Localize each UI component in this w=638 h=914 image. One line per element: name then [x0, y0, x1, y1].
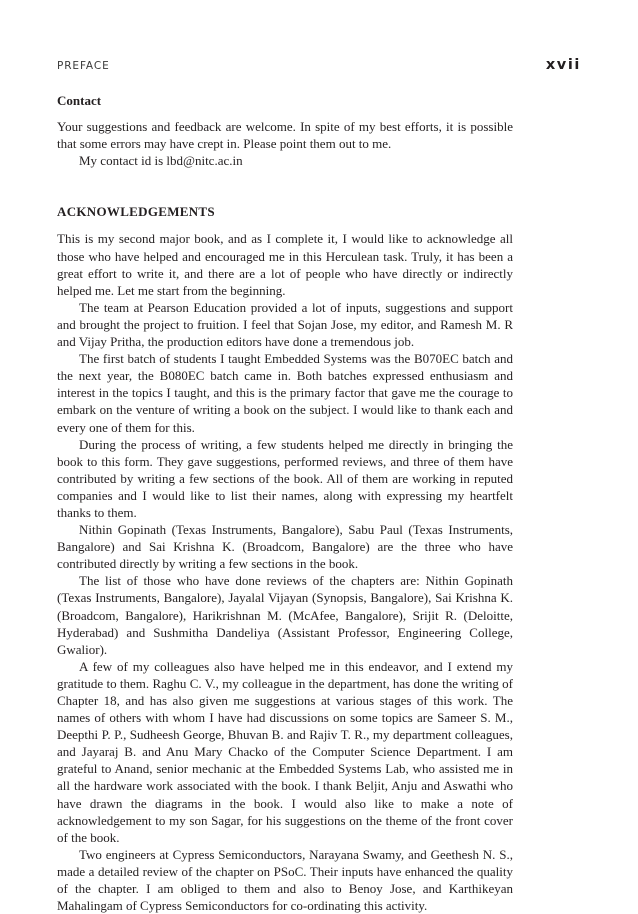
ack-paragraph: The first batch of students I taught Embedded Systems was the B070EC batch and the next year, the B080EC batch came in. Both batches expressed enthusiasm and interest in the topics I taught, and this is the primary factor that gave me the courage to embark on the venture of writing a book on the subject. I would like to thank each and every one of them for this. — [57, 351, 513, 435]
acknowledgements-heading: ACKNOWLEDGEMENTS — [57, 204, 215, 220]
ack-paragraph: The team at Pearson Education provided a lot of inputs, suggestions and support and brought the project to fruition. I feel that Sojan Jose, my editor, and Ramesh M. R and Vijay Pritha, the production editors have done a tremendous job. — [57, 299, 513, 350]
page-number: xvii — [545, 57, 581, 73]
page-header — [57, 58, 581, 76]
contact-heading: Contact — [57, 93, 102, 108]
page-body — [57, 92, 513, 914]
ack-paragraph: Two engineers at Cypress Semiconductors, Narayana Swamy, and Geethesh N. S., made a detailed review of the chapter on PSoC. Their inputs have enhanced the quality of the chapter. I am obliged to them and also to Benoy Jose, and Karthikeyan Mahalingam of Cypress Semiconductors for co-ordinating this activity. — [57, 846, 513, 914]
ack-paragraph: Nithin Gopinath (Texas Instruments, Bangalore), Sabu Paul (Texas Instruments, Bangalore) and Sai Krishna K. (Broadcom, Bangalore) are the three who have contributed directly by writing a few sections in the book. — [57, 522, 513, 572]
contact-email-line: My contact id is lbd@nitc.ac.in — [79, 153, 243, 169]
ack-paragraph: This is my second major book, and as I complete it, I would like to acknowledge all those who have helped and encouraged me in this Herculean task. Truly, it has been a great effort to write it, and there are a lot of people who have directly or indirectly helped me. Let me start from the beginning. — [57, 231, 513, 298]
ack-paragraph: A few of my colleagues also have helped me in this endeavor, and I extend my gratitude to them. Raghu C. V., my colleague in the department, has done the writing of Chapter 18, and has also given me suggestions at various stages of this work. The names of others with whom I have had discussions on some topics are Sameer S. M., Deepthi P. P., Sudheesh George, Bhuvan B. and Rajiv T. R., my department colleagues, and Jayaraj B. and Anu Mary Chacko of the Computer Science Department. I am grateful to Anand, senior mechanic at the Embedded Systems Lab, who assisted me in all the hardware work associated with the book. I thank Beljit, Anju and Aswathi who have drawn the diagrams in the book. I would also like to make a note of acknowledgement to my son Sagar, for his suggestions on the theme of the front cover of the book. — [57, 658, 513, 845]
running-head: PREFACE — [57, 60, 110, 72]
ack-paragraph: During the process of writing, a few students helped me directly in bringing the book to this form. They gave suggestions, performed reviews, and three of them have contributed by writing a few sections of the book. All of them are working in reputed companies and I would like to list their names, along with expressing my heartfelt thanks to them. — [57, 436, 513, 520]
contact-paragraph: Your suggestions and feedback are welcome. In spite of my best efforts, it is possible that some errors may have crept in. Please point them out to me. — [57, 119, 513, 152]
ack-paragraph: The list of those who have done reviews of the chapters are: Nithin Gopinath (Texas Instruments, Bangalore), Jayalal Vijayan (Synopsis, Bangalore), Sai Krishna K. (Broadcom, Bangalore), Harikrishnan M. (McAfee, Bangalore), Srijit R. (Deloitte, Hyderabad) and Sushmitha Dandeliya (Assistant Professor, Engineering College, Gwalior). — [57, 573, 513, 657]
